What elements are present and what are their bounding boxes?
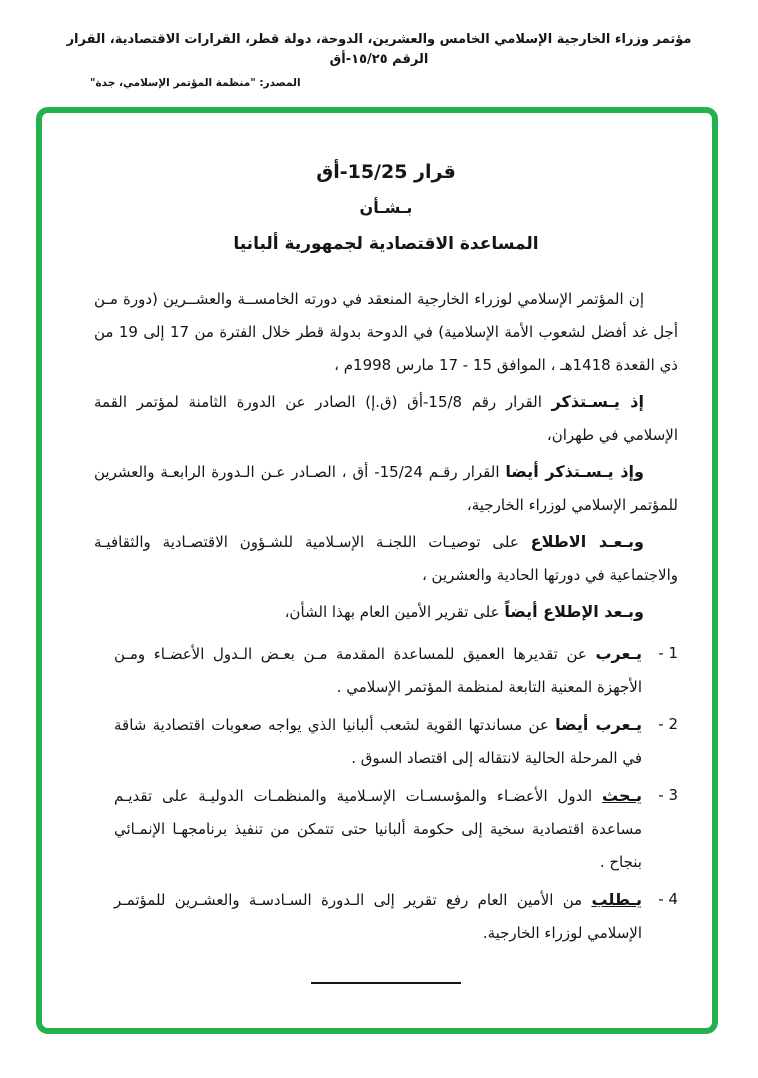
resolution-subject-title: المساعدة الاقتصادية لجمهورية ألبانيا: [233, 234, 539, 254]
archive-header-line1: مؤتمر وزراء الخارجية الإسلامي الخامس والعشرين، الدوحة، دولة قطر، القرارات الاقتصادية، القرار الرقم ١٥/٢٥-أق: [66, 32, 692, 67]
item-text: [94, 637, 642, 704]
item-body-text: عن تقديرها العميق للمساعدة المقدمة مـن بعـض الـدول الأعضـاء ومـن الأجهزة المعنية التابعة لمنظمة المؤتمر الإسلامي .: [114, 645, 642, 696]
preamble-paragraph: [94, 525, 678, 592]
archive-header-source-line: المصدر: "منظمة المؤتمر الإسلامي، جدة": [90, 77, 301, 89]
item-verb: يـعرب: [595, 644, 642, 663]
item-verb: يـطلب: [591, 890, 642, 909]
preamble-paragraph: [94, 455, 678, 522]
resolution-number-title: قرار 15/25-أق: [316, 161, 456, 183]
preamble-text: على توصيـات اللجنـة الإسـلامية للشـؤون الاقتصـادية والثقافيـة والاجتماعية في دورتها الحادية والعشرين ،: [94, 533, 678, 584]
operative-items-section: [94, 637, 678, 950]
preamble-section: [94, 282, 678, 629]
resolution-item: [94, 779, 678, 879]
resolution-regarding-label: بـشـأن: [359, 198, 413, 217]
item-number: 2 -: [658, 715, 678, 733]
archive-header: [0, 0, 758, 91]
bottom-separator-line: [311, 982, 461, 984]
item-number: 1 -: [658, 644, 678, 662]
preamble-lead: وبـعـد الاطلاع: [530, 532, 645, 551]
preamble-text: على تقرير الأمين العام بهذا الشأن،: [284, 603, 500, 621]
item-body-text: الدول الأعضـاء والمؤسسـات الإسـلامية والمنظمـات الدوليـة على تقديـم مساعدة اقتصادية سخية إلى حكومة ألبانيا حتى تتمكن من تنفيذ برنامجهـا الإنمـائي بنجاح .: [114, 787, 642, 871]
item-text: [94, 708, 642, 775]
preamble-text: القرار رقم 15/8-أق (ق.إ) الصادر عن الدورة الثامنة لمؤتمر القمة الإسلامي في طهران،: [94, 393, 678, 444]
preamble-text: إن المؤتمر الإسلامي لوزراء الخارجية المنعقد في دورته الخامســة والعشــرين (دورة مـن أجل غد أفضل لشعوب الأمة الإسلامية) في الدوحة بدولة قطر خلال الفترة من 17 إلى 19 من ذي القعدة 1418هـ ، الموافق 15 - 17 مارس 1998م ،: [94, 290, 678, 374]
item-verb: يـحث: [602, 786, 642, 805]
resolution-item: [94, 637, 678, 704]
preamble-paragraph: [94, 385, 678, 452]
preamble-paragraph: [94, 595, 678, 629]
preamble-lead: إذ يـسـتذكر: [551, 392, 644, 411]
item-number: 4 -: [658, 890, 678, 908]
item-text: [94, 779, 642, 879]
item-verb: يـعرب أيضا: [555, 715, 643, 734]
resolution-title-block: [94, 159, 678, 256]
preamble-paragraph: [94, 282, 678, 382]
resolution-item: [94, 708, 678, 775]
item-number: 3 -: [658, 786, 678, 804]
item-text: [94, 883, 642, 950]
item-body-text: عن مساندتها القوية لشعب ألبانيا الذي يواجه صعوبات اقتصادية شاقة في المرحلة الحالية لانتقاله إلى اقتصاد السوق .: [114, 716, 642, 767]
preamble-text: القرار رقـم 15/24- أق ، الصـادر عـن الـدورة الرابعـة والعشرين للمؤتمر الإسلامي لوزراء الخارجية،: [94, 463, 678, 514]
resolution-item: [94, 883, 678, 950]
item-body-text: من الأمين العام رفع تقرير إلى الـدورة السـادسـة والعشـرين للمؤتمـر الإسلامي لوزراء الخارجية.: [114, 891, 642, 942]
document-frame: [36, 107, 718, 1034]
preamble-lead: وبـعد الإطلاع أيضاً: [504, 602, 644, 621]
preamble-lead: وإذ يـسـتذكر أيضا: [505, 462, 644, 481]
